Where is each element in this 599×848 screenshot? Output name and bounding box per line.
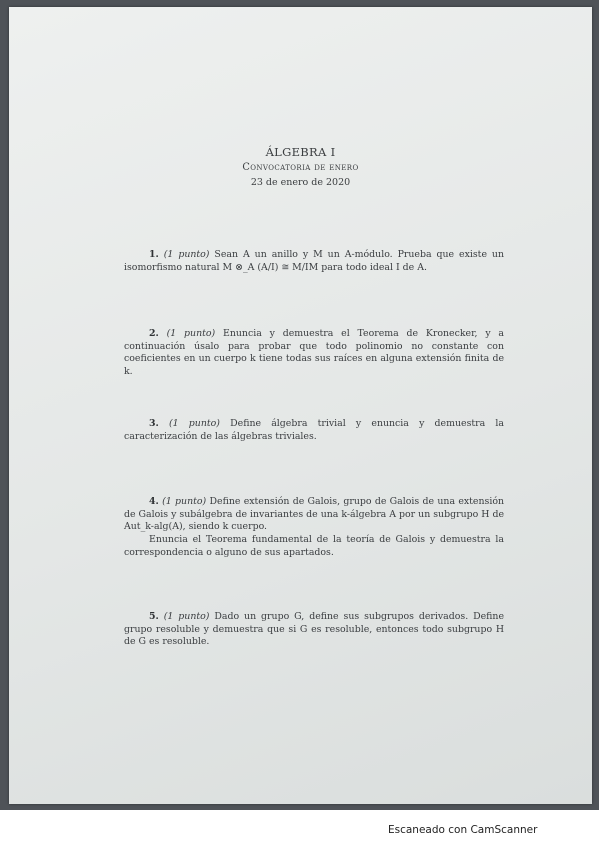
problem-number: 4. — [149, 496, 159, 507]
problem-points: (1 punto) — [163, 249, 210, 260]
problem-paragraph — [124, 249, 504, 274]
problem-3 — [124, 418, 504, 443]
problem-text: Define álgebra trivial y enuncia y demuestra la caracterización de las álgebras triviales. — [124, 418, 504, 442]
exam-date: 23 de enero de 2020 — [250, 177, 351, 188]
problem-number: 1. — [149, 249, 159, 260]
problem-number: 5. — [149, 611, 159, 622]
problem-paragraph — [124, 611, 504, 649]
exam-session: Convocatoria de enero — [242, 162, 359, 173]
scanner-watermark: Escaneado con CamScanner — [388, 824, 538, 836]
problem-2 — [124, 328, 504, 379]
problem-number: 2. — [149, 328, 159, 339]
problem-points: (1 punto) — [163, 611, 210, 622]
problem-paragraph — [124, 534, 504, 559]
course-title: ÁLGEBRA I — [265, 145, 336, 159]
problem-paragraph — [124, 418, 504, 443]
problem-1 — [124, 249, 504, 274]
problem-text: Enuncia y demuestra el Teorema de Kronecker, y a continuación úsalo para probar que todo polinomio no constante con coeficientes en un cuerpo k tiene todas sus raíces en alguna extensión finita de k. — [124, 328, 505, 378]
problem-5 — [124, 611, 504, 649]
problem-text: Dado un grupo G, define sus subgrupos derivados. Define grupo resoluble y demuestra que si G es resoluble, entonces todo subgrupo H de G es resoluble. — [124, 611, 505, 648]
problem-text: Define extensión de Galois, grupo de Galois de una extensión de Galois y subálgebra de invariantes de una k-álgebra A por un subgrupo H de Aut_k-alg(A), siendo k cuerpo. — [124, 496, 505, 533]
problem-text: Sean A un anillo y M un A-módulo. Prueba que existe un isomorfismo natural M ⊗_A (A/I) ≅ M/IM para todo ideal I de A. — [124, 249, 505, 273]
problem-text: Enuncia el Teorema fundamental de la teoría de Galois y demuestra la correspondencia o alguno de sus apartados. — [124, 534, 504, 558]
exam-header — [9, 145, 592, 190]
problem-paragraph — [124, 328, 504, 379]
problem-points: (1 punto) — [166, 328, 216, 339]
exam-sheet — [9, 7, 592, 804]
problem-paragraph — [124, 496, 504, 534]
problem-points: (1 punto) — [168, 418, 220, 429]
problem-4 — [124, 496, 504, 560]
problem-points: (1 punto) — [162, 496, 207, 507]
problem-number: 3. — [149, 418, 159, 429]
